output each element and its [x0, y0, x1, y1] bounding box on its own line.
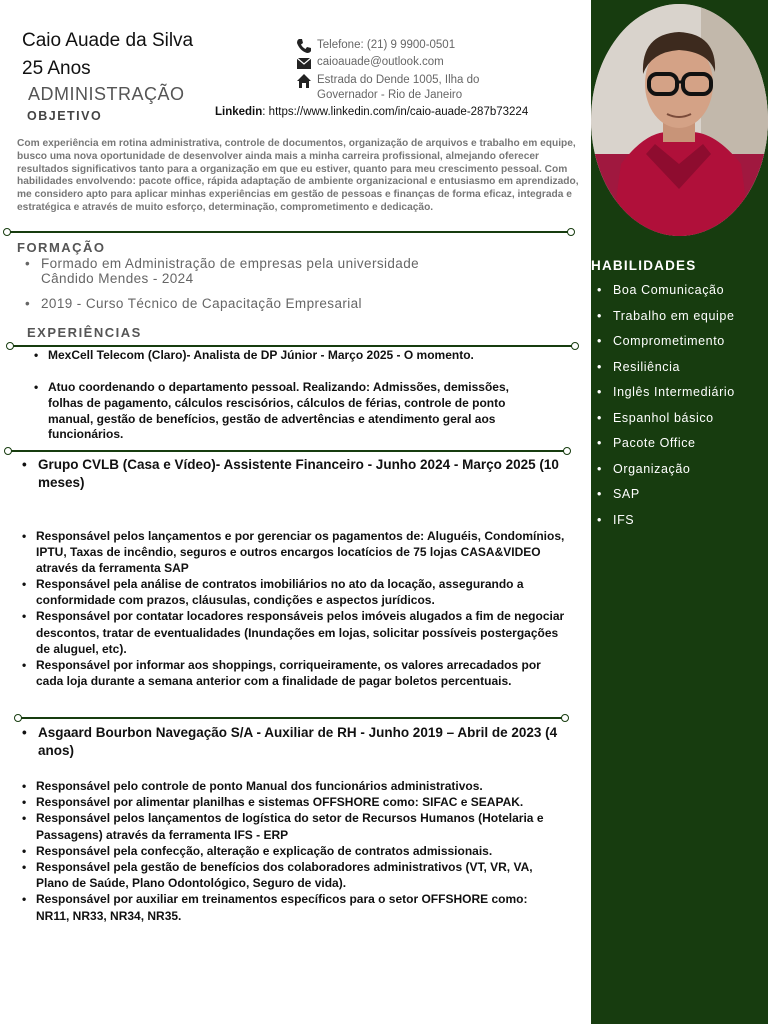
habilidades-heading: HABILIDADES — [591, 258, 697, 273]
skill-item: • SAP — [597, 485, 735, 511]
experiencias-heading: EXPERIÊNCIAS — [27, 325, 142, 340]
formacao-list — [25, 256, 445, 311]
skill-item: • Espanhol básico — [597, 409, 735, 435]
address-text: Estrada do Dende 1005, Ilha do Governador - Rio de Janeiro — [317, 74, 480, 101]
formacao-item: • Formado em Administração de empresas pela universidade Cândido Mendes - 2024 — [25, 256, 425, 290]
linkedin-url[interactable]: : https://www.linkedin.com/in/caio-auade-287b73224 — [262, 106, 529, 118]
job1-item: • Atuo coordenando o departamento pessoal. Realizando: Admissões, demissões, folhas de pagamento, cálculos rescisórios, cálculos de férias, controle de ponto manual, gestão de benefícios, gestão de advertências e atendimento geral aos funcionários. — [32, 380, 522, 443]
skill-item: • Boa Comunicação — [597, 281, 735, 307]
candidate-age: 25 Anos — [22, 58, 91, 79]
objective-text: Com experiência em rotina administrativa, controle de documentos, organização de arquivos e trabalho em equipe, busco uma nova oportunidade de desenvolver ainda mais a minha carreira profissional, almejando oferecer resultados significativos tanto para a organização em que eu estiver, quanto para meu crescimento pessoal. Com habilidades envolvendo: pacote office, rápida adaptação de ambiente organizacional e entusiasmo em aprendizado, me considero apto para aplicar minhas experiências em gestão de pessoas e finanças de forma eficaz, integrada e estratégica e através de muito esforço, determinação, comprometimento e dedicação. — [17, 138, 579, 213]
job1-title: • MexCell Telecom (Claro)- Analista de DP Júnior - Março 2025 - O momento. — [32, 348, 522, 364]
phone-icon — [296, 38, 312, 54]
home-icon — [296, 73, 312, 89]
profile-photo — [591, 4, 768, 236]
divider — [8, 450, 567, 452]
job3-item: • Responsável pelo controle de ponto Manual dos funcionários administrativos. — [20, 778, 550, 794]
skill-item: • Pacote Office — [597, 434, 735, 460]
job3-items — [20, 778, 550, 924]
job3-item: • Responsável pelos lançamentos de logística do setor de Recursos Humanos (Hotelaria e Passagens) através da ferramenta IFS - ERP — [20, 810, 550, 842]
job2-item: • Responsável por contatar locadores responsáveis pelos imóveis alugados a fim de negociar descontos, tratar de eventualidades (Inundações em lojas, solicitar possíveis postergações de aluguel, etc). — [20, 608, 570, 656]
job2-items — [20, 528, 570, 689]
job3-item: • Responsável por auxiliar em treinamentos específicos para o setor OFFSHORE como: NR11, NR33, NR34, NR35. — [20, 891, 550, 923]
candidate-name: Caio Auade da Silva — [22, 30, 194, 51]
job3-item: • Responsável pela confecção, alteração e explicação de contratos admissionais. — [20, 843, 550, 859]
formacao-heading: FORMAÇÃO — [17, 240, 106, 255]
linkedin-label: Linkedin — [215, 106, 263, 118]
job3-item: • Responsável por alimentar planilhas e sistemas OFFSHORE como: SIFAC e SEAPAK. — [20, 794, 550, 810]
job3-title: • Asgaard Bourbon Navegação S/A - Auxiliar de RH - Junho 2019 – Abril de 2023 (4 anos) — [38, 724, 558, 760]
skill-item: • Resiliência — [597, 358, 735, 384]
divider — [7, 231, 571, 233]
job2-item: • Responsável pela análise de contratos imobiliários no ato da locação, assegurando a conformidade com prazos, cláusulas, condições e aspectos jurídicos. — [20, 576, 570, 608]
job1-title-list — [32, 348, 522, 364]
linkedin-line[interactable] — [215, 106, 528, 118]
skill-item: • Comprometimento — [597, 332, 735, 358]
objective-heading: OBJETIVO — [27, 109, 103, 123]
job2-item: • Responsável por informar aos shoppings, corriqueiramente, os valores arrecadados por cada loja durante a semana anterior com a finalidade de pagar boletos percentuais. — [20, 657, 570, 689]
formacao-item: • 2019 - Curso Técnico de Capacitação Empresarial — [25, 296, 445, 311]
divider — [10, 345, 575, 347]
email-icon — [296, 55, 312, 71]
skill-item: • Inglês Intermediário — [597, 383, 735, 409]
job1-items — [32, 380, 522, 443]
job2-item: • Responsável pelos lançamentos e por gerenciar os pagamentos de: Aluguéis, Condomínios, IPTU, Taxas de incêndio, seguros e outros encargos locatícios de 75 lojas CASA&VIDEO através da ferramenta SAP — [20, 528, 570, 576]
job2-title: • Grupo CVLB (Casa e Vídeo)- Assistente Financeiro - Junho 2024 - Março 2025 (10 meses) — [38, 456, 573, 492]
candidate-role: ADMINISTRAÇÃO — [28, 84, 185, 104]
skill-item: • Organização — [597, 460, 735, 486]
skill-item: • Trabalho em equipe — [597, 307, 735, 333]
divider — [18, 717, 565, 719]
phone-text: Telefone: (21) 9 9900-0501 — [317, 39, 456, 51]
job3-item: • Responsável pela gestão de benefícios dos colaboradores administrativos (VT, VR, VA, Plano de Saúde, Plano Odontológico, Seguro de vida). — [20, 859, 550, 891]
skills-list — [597, 281, 735, 536]
email-text[interactable]: caioauade@outlook.com — [317, 56, 444, 68]
skill-item: • IFS — [597, 511, 735, 537]
